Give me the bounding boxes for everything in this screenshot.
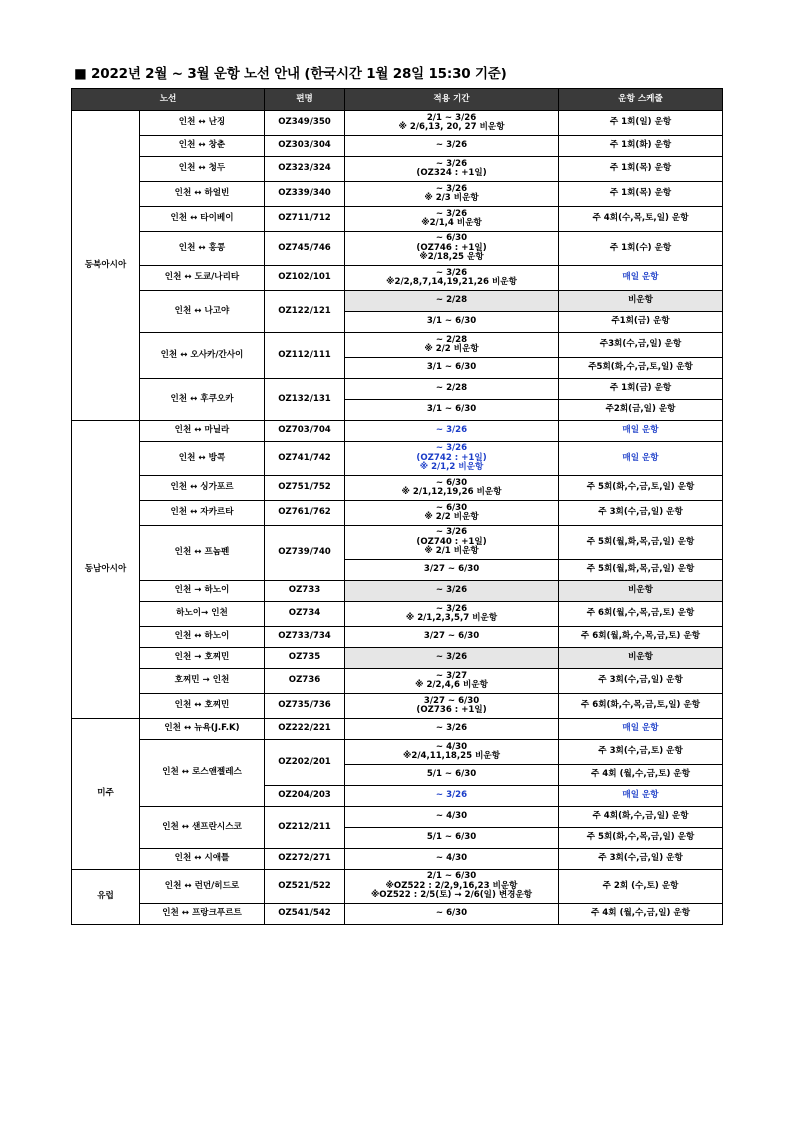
schedule-cell: 주 3회(수,금,토) 운항 [559, 740, 723, 765]
period-line: ~ 3/26 [435, 140, 468, 151]
schedule-cell: 비운항 [559, 291, 723, 312]
schedule-cell: 주 1회(금) 운항 [559, 379, 723, 400]
period-line: ※ 2/2 비운항 [424, 344, 479, 354]
period-line: ※2/18,25 운항 [419, 252, 484, 263]
schedule-cell: 주 6회(월,화,수,목,금,토) 운항 [559, 627, 723, 648]
period-line: ※OZ522 : 2/2,9,16,23 비운항 [385, 880, 518, 891]
route-cell: 인천 ↔ 방콕 [140, 442, 265, 476]
flight-cell: OZ735 [265, 648, 345, 669]
period-line: 3/27 ~ 6/30 [423, 564, 480, 575]
period-line: ~ 6/30 [435, 233, 468, 244]
schedule-cell: 주1회(금) 운항 [559, 312, 723, 333]
period-line: ~ 6/30 [435, 502, 468, 513]
route-cell: 인천 ↔ 타이베이 [140, 207, 265, 232]
period-line: ~ 2/28 [435, 295, 468, 306]
route-cell: 인천 ↔ 나고야 [140, 291, 265, 333]
schedule-cell: 주 3회(수,금,일) 운항 [559, 669, 723, 694]
period-line: ~ 3/27 [435, 670, 468, 681]
route-cell: 인천 ↔ 싱가포르 [140, 476, 265, 501]
period-cell [345, 786, 559, 807]
period-line: ~ 3/26 [435, 443, 468, 454]
table-row [72, 904, 723, 925]
period-cell [345, 648, 559, 669]
period-line: ~ 3/26 [435, 603, 468, 614]
table-row [72, 581, 723, 602]
flight-cell: OZ745/746 [265, 232, 345, 266]
period-line: ~ 6/30 [435, 477, 468, 488]
period-line: ~ 2/28 [435, 334, 468, 345]
period-line: 3/1 ~ 6/30 [426, 362, 477, 373]
flight-cell: OZ349/350 [265, 111, 345, 136]
period-cell [345, 182, 559, 207]
period-line: ※2/1,4 비운항 [421, 218, 482, 228]
table-row [72, 157, 723, 182]
period-line: 3/1 ~ 6/30 [426, 404, 477, 415]
route-cell: 인천 ↔ 로스앤젤레스 [140, 740, 265, 807]
period-line: 5/1 ~ 6/30 [426, 832, 477, 843]
schedule-cell: 주 1회(수) 운항 [559, 232, 723, 266]
table-row [72, 526, 723, 560]
route-cell: 인천 ↔ 창춘 [140, 136, 265, 157]
table-row [72, 207, 723, 232]
route-cell: 인천 ↔ 프놈펜 [140, 526, 265, 581]
route-cell: 인천 ↔ 도쿄/나리타 [140, 266, 265, 291]
table-row [72, 232, 723, 266]
period-cell [345, 719, 559, 740]
region-cell: 동남아시아 [72, 421, 140, 719]
flight-cell: OZ733/734 [265, 627, 345, 648]
table-row [72, 442, 723, 476]
route-cell: 하노이→ 인천 [140, 602, 265, 627]
table-row [72, 740, 723, 765]
period-line: ~ 3/26 [435, 585, 468, 596]
period-cell [345, 602, 559, 627]
period-cell [345, 627, 559, 648]
period-line: ~ 3/26 [435, 723, 468, 734]
flight-cell: OZ541/542 [265, 904, 345, 925]
period-cell [345, 694, 559, 719]
period-cell [345, 526, 559, 560]
route-cell: 인천 ↔ 자카르타 [140, 501, 265, 526]
flight-cell: OZ736 [265, 669, 345, 694]
region-cell: 동북아시아 [72, 111, 140, 421]
flight-cell: OZ741/742 [265, 442, 345, 476]
route-cell: 인천 ↔ 프랑크푸르트 [140, 904, 265, 925]
period-cell [345, 136, 559, 157]
route-cell: 인천 ↔ 청두 [140, 157, 265, 182]
schedule-cell: 주 3회(수,금,일) 운항 [559, 849, 723, 870]
route-cell: 인천 → 하노이 [140, 581, 265, 602]
period-line: 2/1 ~ 6/30 [426, 871, 477, 882]
period-line: ※ 2/1,12,19,26 비운항 [401, 487, 502, 497]
flight-cell: OZ222/221 [265, 719, 345, 740]
period-line: (OZ742 : +1일) [416, 452, 487, 463]
period-cell [345, 207, 559, 232]
period-line: ※ 2/2 비운항 [424, 512, 479, 522]
period-line: ※OZ522 : 2/5(토) → 2/6(일) 변경운항 [370, 890, 533, 901]
route-cell: 인천 ↔ 샌프란시스코 [140, 807, 265, 849]
period-line: ~ 6/30 [435, 908, 468, 919]
period-line: ~ 3/26 [435, 158, 468, 169]
period-line: 3/27 ~ 6/30 [423, 631, 480, 642]
schedule-cell: 주 4회 (월,수,금,토) 운항 [559, 765, 723, 786]
schedule-cell: 주 2회 (수,토) 운항 [559, 870, 723, 904]
schedule-cell: 비운항 [559, 581, 723, 602]
period-line: 3/27 ~ 6/30 [423, 695, 480, 706]
header-flight: 편명 [265, 89, 345, 111]
period-cell [345, 291, 559, 312]
period-line: ※ 2/3 비운항 [424, 193, 479, 203]
flight-cell: OZ711/712 [265, 207, 345, 232]
period-cell [345, 765, 559, 786]
flight-cell: OZ739/740 [265, 526, 345, 581]
flight-cell: OZ204/203 [265, 786, 345, 807]
route-cell: 인천 ↔ 오사카/간사이 [140, 333, 265, 379]
period-cell [345, 421, 559, 442]
period-line: ~ 3/26 [435, 183, 468, 194]
period-line: (OZ736 : +1일) [416, 705, 487, 715]
flight-cell: OZ132/131 [265, 379, 345, 421]
period-line: ~ 4/30 [435, 853, 468, 864]
region-cell: 유럽 [72, 870, 140, 925]
schedule-cell: 주 4회 (월,수,금,일) 운항 [559, 904, 723, 925]
table-row [72, 669, 723, 694]
period-line: ※2/4,11,18,25 비운항 [403, 751, 501, 761]
schedule-cell: 주 1회(목) 운항 [559, 182, 723, 207]
period-cell [345, 379, 559, 400]
table-row [72, 694, 723, 719]
period-cell [345, 581, 559, 602]
schedule-cell: 주 5회(월,화,목,금,일) 운항 [559, 526, 723, 560]
header-schedule: 운항 스케줄 [559, 89, 723, 111]
period-line: ~ 3/26 [435, 208, 468, 219]
table-row [72, 501, 723, 526]
table-body [72, 111, 723, 925]
region-cell: 미주 [72, 719, 140, 870]
schedule-cell: 매일 운항 [559, 786, 723, 807]
flight-cell: OZ339/340 [265, 182, 345, 207]
route-cell: 인천 ↔ 홍콩 [140, 232, 265, 266]
table-row [72, 136, 723, 157]
period-cell [345, 560, 559, 581]
schedule-cell: 비운항 [559, 648, 723, 669]
period-line: 5/1 ~ 6/30 [426, 769, 477, 780]
period-cell [345, 232, 559, 266]
period-line: ~ 3/26 [435, 425, 468, 436]
table-row [72, 333, 723, 358]
period-line: ※2/2,8,7,14,19,21,26 비운항 [386, 277, 517, 287]
schedule-cell: 주 1회(화) 운항 [559, 136, 723, 157]
schedule-cell: 주 4회(화,수,금,일) 운항 [559, 807, 723, 828]
period-cell [345, 333, 559, 358]
route-cell: 인천 ↔ 하얼빈 [140, 182, 265, 207]
flight-cell: OZ112/111 [265, 333, 345, 379]
table-row [72, 807, 723, 828]
period-line: ~ 3/26 [435, 652, 468, 663]
route-cell: 인천 ↔ 마닐라 [140, 421, 265, 442]
route-cell: 인천 ↔ 하노이 [140, 627, 265, 648]
schedule-cell: 주 1회(목) 운항 [559, 157, 723, 182]
flight-cell: OZ751/752 [265, 476, 345, 501]
flight-cell: OZ212/211 [265, 807, 345, 849]
table-row [72, 870, 723, 904]
table-row [72, 602, 723, 627]
route-cell: 인천 ↔ 런던/히드로 [140, 870, 265, 904]
route-cell: 호찌민 → 인천 [140, 669, 265, 694]
period-line: 3/1 ~ 6/30 [426, 316, 477, 327]
header-route: 노선 [72, 89, 265, 111]
period-cell [345, 266, 559, 291]
flight-cell: OZ122/121 [265, 291, 345, 333]
table-row [72, 627, 723, 648]
table-row [72, 182, 723, 207]
period-line: (OZ746 : +1일) [416, 242, 487, 253]
period-cell [345, 669, 559, 694]
period-cell [345, 312, 559, 333]
header-period: 적용 기간 [345, 89, 559, 111]
period-cell [345, 828, 559, 849]
period-line: ※ 2/1 비운항 [424, 546, 479, 557]
schedule-cell: 매일 운항 [559, 266, 723, 291]
flight-schedule-table [71, 88, 723, 925]
period-cell [345, 400, 559, 421]
period-cell [345, 740, 559, 765]
table-row [72, 421, 723, 442]
period-cell [345, 111, 559, 136]
table-row [72, 291, 723, 312]
flight-cell: OZ303/304 [265, 136, 345, 157]
period-line: ~ 3/26 [435, 527, 468, 538]
period-cell [345, 476, 559, 501]
flight-cell: OZ323/324 [265, 157, 345, 182]
schedule-cell: 주3회(수,금,일) 운항 [559, 333, 723, 358]
schedule-cell: 주 6회(화,수,목,금,토,일) 운항 [559, 694, 723, 719]
period-cell [345, 501, 559, 526]
schedule-cell: 매일 운항 [559, 442, 723, 476]
period-line: ~ 2/28 [435, 383, 468, 394]
schedule-cell: 주 5회(화,수,금,토,일) 운항 [559, 476, 723, 501]
table-row [72, 648, 723, 669]
period-cell [345, 870, 559, 904]
schedule-cell: 주 5회(월,화,목,금,일) 운항 [559, 560, 723, 581]
period-line: ※ 2/1,2 비운항 [419, 462, 484, 473]
period-line: ~ 3/26 [435, 267, 468, 278]
period-cell [345, 358, 559, 379]
period-line: ~ 4/30 [435, 741, 468, 752]
table-header-row [72, 89, 723, 111]
flight-cell: OZ761/762 [265, 501, 345, 526]
table-row [72, 266, 723, 291]
period-line: ~ 3/26 [435, 790, 468, 801]
table-row [72, 111, 723, 136]
page-title: ■ 2022년 2월 ~ 3월 운항 노선 안내 (한국시간 1월 28일 15:30 기준) [74, 66, 507, 82]
period-cell [345, 442, 559, 476]
period-line: ※ 2/1,2,3,5,7 비운항 [405, 613, 498, 623]
schedule-cell: 주 4회(수,목,토,일) 운항 [559, 207, 723, 232]
table-row [72, 719, 723, 740]
flight-cell: OZ734 [265, 602, 345, 627]
period-line: (OZ324 : +1일) [416, 168, 487, 178]
flight-cell: OZ521/522 [265, 870, 345, 904]
route-cell: 인천 ↔ 후쿠오카 [140, 379, 265, 421]
schedule-cell: 주 1회(일) 운항 [559, 111, 723, 136]
schedule-cell: 주 6회(월,수,목,금,토) 운항 [559, 602, 723, 627]
period-line: ~ 4/30 [435, 811, 468, 822]
period-cell [345, 157, 559, 182]
schedule-cell: 주 3회(수,금,일) 운항 [559, 501, 723, 526]
route-cell: 인천 ↔ 난징 [140, 111, 265, 136]
period-line: (OZ740 : +1일) [416, 536, 487, 547]
schedule-cell: 주5회(화,수,금,토,일) 운항 [559, 358, 723, 379]
flight-cell: OZ202/201 [265, 740, 345, 786]
table-row [72, 476, 723, 501]
period-line: ※ 2/6,13, 20, 27 비운항 [398, 122, 505, 132]
schedule-cell: 매일 운항 [559, 719, 723, 740]
period-line: ※ 2/2,4,6 비운항 [415, 680, 488, 690]
flight-cell: OZ735/736 [265, 694, 345, 719]
period-cell [345, 904, 559, 925]
flight-cell: OZ733 [265, 581, 345, 602]
schedule-cell: 주2회(금,일) 운항 [559, 400, 723, 421]
period-cell [345, 849, 559, 870]
route-cell: 인천 ↔ 호찌민 [140, 694, 265, 719]
schedule-cell: 주 5회(화,수,목,금,일) 운항 [559, 828, 723, 849]
flight-cell: OZ272/271 [265, 849, 345, 870]
table-row [72, 849, 723, 870]
period-cell [345, 807, 559, 828]
table-row [72, 379, 723, 400]
period-line: 2/1 ~ 3/26 [426, 112, 477, 123]
flight-cell: OZ703/704 [265, 421, 345, 442]
flight-cell: OZ102/101 [265, 266, 345, 291]
route-cell: 인천 → 호찌민 [140, 648, 265, 669]
schedule-cell: 매일 운항 [559, 421, 723, 442]
route-cell: 인천 ↔ 시애틀 [140, 849, 265, 870]
route-cell: 인천 ↔ 뉴욕(J.F.K) [140, 719, 265, 740]
